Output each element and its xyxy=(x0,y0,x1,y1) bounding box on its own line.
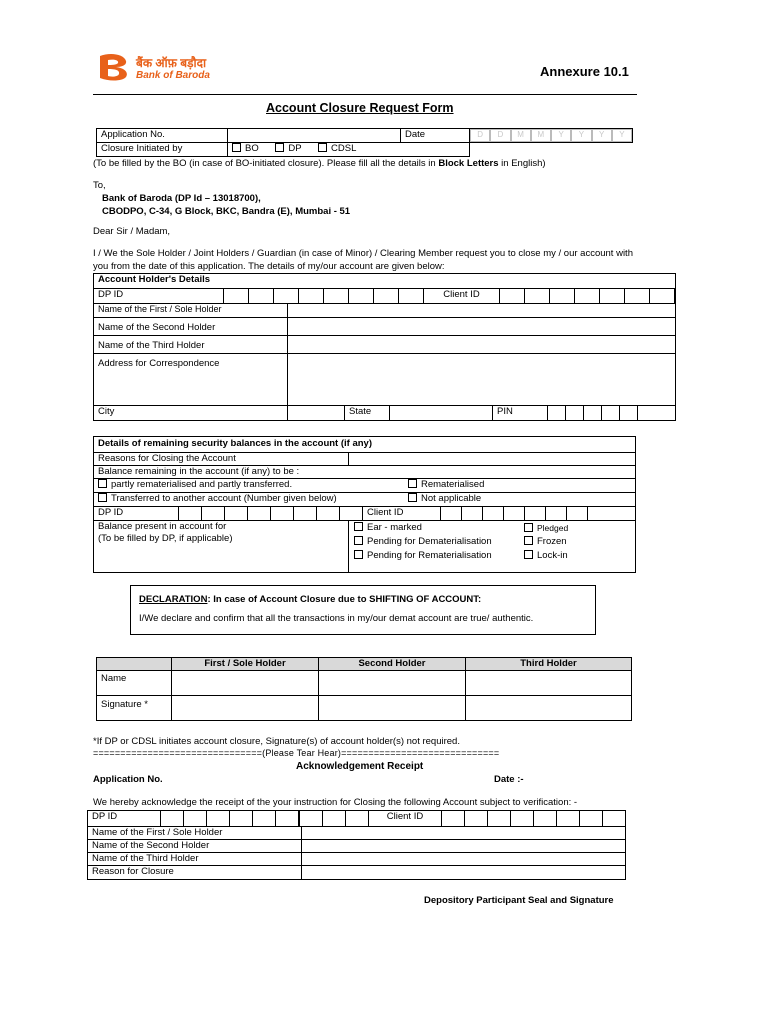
not-applicable-option[interactable]: Not applicable xyxy=(408,493,635,506)
first-holder-field[interactable] xyxy=(288,304,676,318)
ack-client-id-cell[interactable] xyxy=(580,811,603,826)
date-digit: Y xyxy=(612,129,632,142)
third-holder-signature-field[interactable] xyxy=(466,696,632,721)
checkbox-icon xyxy=(524,523,533,532)
balance-present-label xyxy=(94,521,349,573)
target-client-id-cell[interactable] xyxy=(462,507,483,520)
target-client-id-cell[interactable] xyxy=(546,507,567,520)
name-label: Name xyxy=(97,671,172,696)
target-dp-id-cell[interactable] xyxy=(248,507,271,520)
ack-dp-id-cell[interactable] xyxy=(276,811,300,826)
declaration-box xyxy=(130,585,596,635)
request-text-line1: I / We the Sole Holder / Joint Holders / Guardian (in case of Minor) / Clearing Member request you to close my / our account with xyxy=(93,248,633,259)
bank-logo xyxy=(96,52,132,82)
city-state-pin-row xyxy=(94,406,676,421)
ack-client-id-cell[interactable] xyxy=(465,811,488,826)
address-label: Address for Correspondence xyxy=(94,354,288,406)
first-holder-name-field[interactable] xyxy=(172,671,319,696)
account-holder-heading: Account Holder's Details xyxy=(94,274,676,289)
client-id-cell[interactable] xyxy=(650,289,675,303)
account-holder-table xyxy=(93,273,676,421)
declaration-text: I/We declare and confirm that all the transactions in my/our demat account are true/ authentic. xyxy=(139,613,534,624)
security-balances-table xyxy=(93,436,636,573)
frozen-option[interactable]: Frozen xyxy=(524,535,635,549)
target-client-id-cell[interactable] xyxy=(504,507,525,520)
ack-third-holder-field[interactable] xyxy=(302,853,626,866)
client-id-cell[interactable] xyxy=(600,289,625,303)
date-field[interactable] xyxy=(470,129,633,143)
checkbox-icon xyxy=(98,493,107,502)
ack-date-label: Date :- xyxy=(494,774,524,785)
date-digit: Y xyxy=(592,129,612,142)
ack-dp-id-cell[interactable] xyxy=(161,811,184,826)
state-label: State xyxy=(345,406,390,420)
date-digit: M xyxy=(511,129,531,142)
pending-remat-option[interactable]: Pending for Rematerialisation xyxy=(354,549,524,563)
third-holder-col: Third Holder xyxy=(466,658,632,671)
signature-label: Signature * xyxy=(97,696,172,721)
pledged-option[interactable]: Pledged xyxy=(524,521,635,535)
ack-client-id-label: Client ID xyxy=(369,811,442,826)
ack-dp-client-id-row xyxy=(88,811,626,827)
client-id-cell[interactable] xyxy=(625,289,650,303)
pin-label: PIN xyxy=(493,406,548,420)
third-holder-name-field[interactable] xyxy=(466,671,632,696)
tear-line: ===============================(Please Tear Hear)============================= xyxy=(93,748,500,758)
dp-id-cell[interactable] xyxy=(324,289,349,303)
application-no-field[interactable] xyxy=(228,129,401,143)
ack-client-id-cell[interactable] xyxy=(442,811,465,826)
target-client-id-cell[interactable] xyxy=(525,507,546,520)
pending-demat-option[interactable]: Pending for Dematerialisation xyxy=(354,535,524,549)
salutation: Dear Sir / Madam, xyxy=(93,226,171,237)
second-holder-col: Second Holder xyxy=(319,658,466,671)
bank-logo-icon xyxy=(96,52,132,82)
balances-heading: Details of remaining security balances in the account (if any) xyxy=(94,437,636,453)
form-title: Account Closure Request Form xyxy=(266,101,454,115)
request-text-line2: you from the date of this application. The details of my/our account are given below: xyxy=(93,261,445,272)
ack-dp-id-cell[interactable] xyxy=(207,811,230,826)
target-client-id-label: Client ID xyxy=(363,507,441,520)
target-dp-id-cell[interactable] xyxy=(202,507,225,520)
target-client-id-cell[interactable] xyxy=(567,507,588,520)
balance-present-line1: Balance present in account for xyxy=(98,521,227,532)
dp-checkbox[interactable]: DP xyxy=(275,143,301,154)
second-holder-label: Name of the Second Holder xyxy=(94,318,288,336)
client-id-cell[interactable] xyxy=(500,289,525,303)
target-client-id-cell[interactable] xyxy=(588,507,635,520)
bank-address-line2: CBODPO, C-34, G Block, BKC, Bandra (E), Mumbai - 51 xyxy=(102,206,351,217)
ack-first-holder-label: Name of the First / Sole Holder xyxy=(88,827,302,840)
address-field[interactable] xyxy=(288,354,676,406)
logo-hindi-text: बैंक ऑफ़ बड़ौदा xyxy=(136,56,207,70)
dp-id-label: DP ID xyxy=(94,289,224,303)
second-holder-name-field[interactable] xyxy=(319,671,466,696)
fill-instruction: (To be filled by the BO (in case of BO-initiated closure). Please fill all the details in Block Letters in English) xyxy=(93,158,546,169)
checkbox-icon xyxy=(354,536,363,545)
dp-id-cell[interactable] xyxy=(249,289,274,303)
balance-remaining-label: Balance remaining in the account (if any) to be : xyxy=(94,466,636,479)
second-holder-signature-field[interactable] xyxy=(319,696,466,721)
third-holder-label: Name of the Third Holder xyxy=(94,336,288,354)
balance-present-line2: (To be filled by DP, if applicable) xyxy=(98,533,233,544)
checkbox-icon xyxy=(408,493,417,502)
ack-reason-label: Reason for Closure xyxy=(88,866,302,880)
declaration-title: DECLARATION: In case of Account Closure due to SHIFTING OF ACCOUNT: xyxy=(139,594,482,605)
ack-application-no-label: Application No. xyxy=(93,774,163,785)
reasons-field[interactable] xyxy=(349,453,636,466)
dp-client-id-row xyxy=(94,289,676,304)
target-dp-id-cell[interactable] xyxy=(294,507,317,520)
transferred-option[interactable]: Transferred to another account (Number given below) xyxy=(94,493,408,506)
date-label: Date xyxy=(401,129,470,143)
partly-rematerialised-option[interactable]: partly rematerialised and partly transferred. xyxy=(94,479,408,492)
target-client-id-cell[interactable] xyxy=(441,507,462,520)
date-digit: M xyxy=(531,129,551,142)
balance-options-row xyxy=(94,493,636,507)
signature-note: *If DP or CDSL initiates account closure, Signature(s) of account holder(s) not required. xyxy=(93,736,460,747)
date-digit: Y xyxy=(571,129,591,142)
target-dp-id-cell[interactable] xyxy=(225,507,248,520)
application-table xyxy=(96,128,633,157)
first-holder-label: Name of the First / Sole Holder xyxy=(94,304,288,318)
date-digit: Y xyxy=(551,129,571,142)
ear-marked-option[interactable]: Ear - marked xyxy=(354,521,524,535)
pin-cell[interactable] xyxy=(638,406,675,420)
dp-id-cell[interactable] xyxy=(399,289,424,303)
dp-id-cell[interactable] xyxy=(374,289,399,303)
dp-id-cell[interactable] xyxy=(299,289,324,303)
state-field[interactable] xyxy=(390,406,493,420)
dp-id-cell[interactable] xyxy=(224,289,249,303)
ack-second-holder-label: Name of the Second Holder xyxy=(88,840,302,853)
signature-table xyxy=(96,657,632,721)
checkbox-icon xyxy=(275,143,284,152)
target-dp-id-label: DP ID xyxy=(94,507,179,520)
target-dp-id-cell[interactable] xyxy=(179,507,202,520)
ack-client-id-cell[interactable] xyxy=(511,811,534,826)
third-holder-field[interactable] xyxy=(288,336,676,354)
city-field[interactable] xyxy=(288,406,345,420)
pin-cell[interactable] xyxy=(602,406,620,420)
ack-dp-id-label: DP ID xyxy=(88,811,161,826)
ack-dp-id-cell[interactable] xyxy=(300,811,323,826)
header-rule xyxy=(93,94,637,95)
client-id-cell[interactable] xyxy=(575,289,600,303)
dp-seal-signature-label: Depository Participant Seal and Signature xyxy=(424,895,614,906)
checkbox-icon xyxy=(354,522,363,531)
target-dp-client-id-row xyxy=(94,507,636,521)
checkbox-icon xyxy=(354,550,363,559)
dp-id-cell[interactable] xyxy=(349,289,374,303)
ack-dp-id-cell[interactable] xyxy=(253,811,276,826)
checkbox-icon xyxy=(98,479,107,488)
ack-client-id-cell[interactable] xyxy=(557,811,580,826)
target-dp-id-cell[interactable] xyxy=(317,507,340,520)
bo-checkbox[interactable]: BO xyxy=(232,143,259,154)
ack-dp-id-cell[interactable] xyxy=(184,811,207,826)
pin-cell[interactable] xyxy=(620,406,638,420)
first-holder-col: First / Sole Holder xyxy=(172,658,319,671)
checkbox-icon xyxy=(524,536,533,545)
dp-id-cell[interactable] xyxy=(274,289,299,303)
pin-cell[interactable] xyxy=(566,406,584,420)
client-id-label: Client ID xyxy=(424,289,500,303)
city-label: City xyxy=(94,406,288,420)
reasons-label: Reasons for Closing the Account xyxy=(94,453,349,466)
ack-second-holder-field[interactable] xyxy=(302,840,626,853)
bank-address-line1: Bank of Baroda (DP Id – 13018700), xyxy=(102,193,261,204)
ack-dp-id-cell[interactable] xyxy=(346,811,369,826)
checkbox-icon xyxy=(318,143,327,152)
first-holder-signature-field[interactable] xyxy=(172,696,319,721)
logo-english-text: Bank of Baroda xyxy=(136,70,210,81)
checkbox-icon xyxy=(232,143,241,152)
date-digit: D xyxy=(470,129,490,142)
closure-initiated-options xyxy=(228,143,470,157)
to-label: To, xyxy=(93,180,106,191)
target-dp-id-cell[interactable] xyxy=(340,507,363,520)
acknowledgement-table xyxy=(87,810,626,880)
balance-present-options xyxy=(349,521,636,573)
closure-initiated-label: Closure Initiated by xyxy=(97,143,228,157)
pin-cell[interactable] xyxy=(584,406,602,420)
lock-in-option[interactable]: Lock-in xyxy=(524,549,635,563)
cdsl-checkbox[interactable]: CDSL xyxy=(318,143,356,154)
ack-text: We hereby acknowledge the receipt of the your instruction for Closing the following Account subject to verification: - xyxy=(93,797,578,808)
date-digit: D xyxy=(490,129,510,142)
ack-dp-id-cell[interactable] xyxy=(230,811,253,826)
checkbox-icon xyxy=(524,550,533,559)
ack-first-holder-field[interactable] xyxy=(302,827,626,840)
ack-reason-field[interactable] xyxy=(302,866,626,880)
pin-cell[interactable] xyxy=(548,406,566,420)
client-id-cell[interactable] xyxy=(550,289,575,303)
acknowledgement-title: Acknowledgement Receipt xyxy=(296,761,424,772)
target-client-id-cell[interactable] xyxy=(483,507,504,520)
ack-client-id-cell[interactable] xyxy=(603,811,625,826)
second-holder-field[interactable] xyxy=(288,318,676,336)
checkbox-icon xyxy=(408,479,417,488)
ack-dp-id-cell[interactable] xyxy=(323,811,346,826)
annexure-label: Annexure 10.1 xyxy=(540,64,629,79)
ack-client-id-cell[interactable] xyxy=(534,811,557,826)
ack-client-id-cell[interactable] xyxy=(488,811,511,826)
application-no-label: Application No. xyxy=(97,129,228,143)
target-dp-id-cell[interactable] xyxy=(271,507,294,520)
client-id-cell[interactable] xyxy=(525,289,550,303)
balance-options-row xyxy=(94,479,636,493)
ack-third-holder-label: Name of the Third Holder xyxy=(88,853,302,866)
rematerialised-option[interactable]: Rematerialised xyxy=(408,479,635,492)
